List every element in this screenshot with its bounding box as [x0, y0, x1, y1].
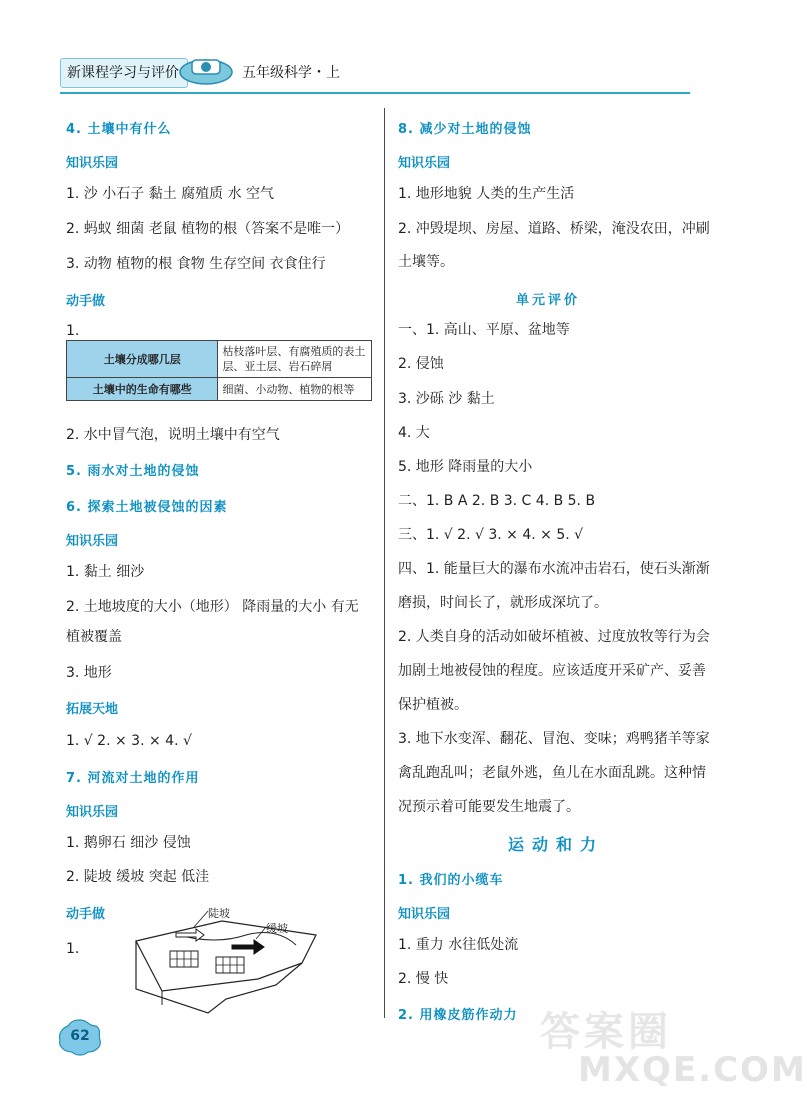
hands-on-label: 动手做: [66, 294, 106, 309]
table-cell: 枯枝落叶层、有腐殖质的表土层、亚土层、岩石碎屑: [218, 341, 372, 378]
answer-line: 1. 黏土 细沙: [66, 564, 145, 580]
column-divider: [384, 108, 385, 1018]
page-number: 62: [70, 1028, 90, 1044]
unit-evaluation-title: 单元评价: [516, 293, 581, 308]
section-5-title: 5. 雨水对土地的侵蚀: [66, 464, 200, 479]
answer-line: 禽乱跑乱叫；老鼠外逃，鱼儿在水面乱跳。这种情: [398, 765, 706, 781]
unit-title: 运动和力: [508, 835, 605, 854]
question-number: 1.: [66, 941, 80, 957]
answer-line: 2. 蚂蚁 细菌 老鼠 植物的根（答案不是唯一）: [66, 221, 350, 237]
table-row: [67, 378, 372, 401]
knowledge-label: 知识乐园: [398, 156, 451, 171]
header-rule: [60, 92, 690, 94]
question-number: 1.: [66, 323, 80, 339]
answer-line: 1. √ 2. × 3. × 4. √: [66, 733, 192, 749]
answer-line: 1. 重力 水往低处流: [398, 937, 519, 953]
watermark-url: MXQE.COM: [578, 1050, 807, 1090]
answer-line: 2. 陡坡 缓坡 突起 低洼: [66, 869, 210, 885]
knowledge-label: 知识乐园: [66, 534, 119, 549]
extension-label: 拓展天地: [66, 702, 119, 717]
section-7-title: 7. 河流对土地的作用: [66, 771, 200, 786]
gentle-slope-label: 缓坡: [266, 922, 288, 935]
watermark-logo: 答案圈: [540, 1009, 672, 1055]
section-6-title: 6. 探索土地被侵蚀的因素: [66, 500, 228, 515]
answer-line: 3. 地形: [66, 665, 112, 681]
answer-line: 2. 人类自身的活动如破坏植被、过度放牧等行为会: [398, 629, 710, 645]
book-title-banner: [60, 58, 188, 88]
answer-line: 磨损，时间长了，就形成深坑了。: [398, 595, 608, 611]
answer-line: 加剧土地被侵蚀的程度。应该适度开采矿产、妥善: [398, 663, 706, 679]
answer-line: 2. 慢 快: [398, 971, 449, 987]
answer-line: 3. 沙砾 沙 黏土: [398, 391, 495, 407]
answer-line: 保护植被。: [398, 697, 468, 713]
answer-line: 2. 冲毁堤坝、房屋、道路、桥梁，淹没农田，冲刷: [398, 221, 710, 237]
book-title: 新课程学习与评价: [67, 65, 179, 81]
answer-line: 1. 鹅卵石 细沙 侵蚀: [66, 835, 191, 851]
section-4-title: 4. 土壤中有什么: [66, 122, 172, 137]
table-header-cell: 土壤分成哪几层: [67, 341, 218, 378]
answer-line: 4. 大: [398, 425, 430, 441]
answer-line: 土壤等。: [398, 254, 454, 270]
answer-line: 1. 沙 小石子 黏土 腐殖质 水 空气: [66, 186, 275, 202]
answer-line: 3. 地下水变浑、翻花、冒泡、变味；鸡鸭猪羊等家: [398, 731, 710, 747]
table-header-cell: 土壤中的生命有哪些: [67, 378, 218, 401]
knowledge-label: 知识乐园: [66, 156, 119, 171]
answer-line: 三、1. √ 2. √ 3. × 4. × 5. √: [398, 527, 584, 543]
knowledge-label: 知识乐园: [398, 907, 451, 922]
answer-line: 植被覆盖: [66, 629, 122, 645]
knowledge-label: 知识乐园: [66, 805, 119, 820]
terrain-top-surface: [136, 921, 316, 991]
lesson-1-title: 1. 我们的小缆车: [398, 873, 504, 888]
grade-subject: 五年级科学・上: [242, 65, 340, 81]
answer-line: 2. 水中冒气泡，说明土壤中有空气: [66, 427, 280, 443]
answer-line: 2. 土地坡度的大小（地形） 降雨量的大小 有无: [66, 599, 359, 615]
table-cell: 细菌、小动物、植物的根等: [218, 378, 372, 401]
steep-slope-label: 陡坡: [208, 907, 230, 920]
answer-line: 二、1. B A 2. B 3. C 4. B 5. B: [398, 493, 596, 509]
answer-line: 5. 地形 降雨量的大小: [398, 459, 533, 475]
hands-on-label: 动手做: [66, 907, 106, 922]
telephone-logo-icon: [176, 48, 238, 90]
table-row: [67, 341, 372, 378]
answer-line: 况预示着可能要发生地震了。: [398, 799, 580, 815]
answer-line: 1. 地形地貌 人类的生产生活: [398, 186, 575, 202]
answer-line: 3. 动物 植物的根 食物 生存空间 衣食住行: [66, 256, 326, 272]
answer-line: 2. 侵蚀: [398, 356, 444, 372]
answer-line: 一、1. 高山、平原、盆地等: [398, 322, 570, 338]
lesson-2-title: 2. 用橡皮筋作动力: [398, 1008, 518, 1023]
soil-table: [66, 340, 372, 401]
answer-line: 四、1. 能量巨大的瀑布水流冲击岩石，使石头渐渐: [398, 561, 710, 577]
section-8-title: 8. 减少对土地的侵蚀: [398, 122, 532, 137]
